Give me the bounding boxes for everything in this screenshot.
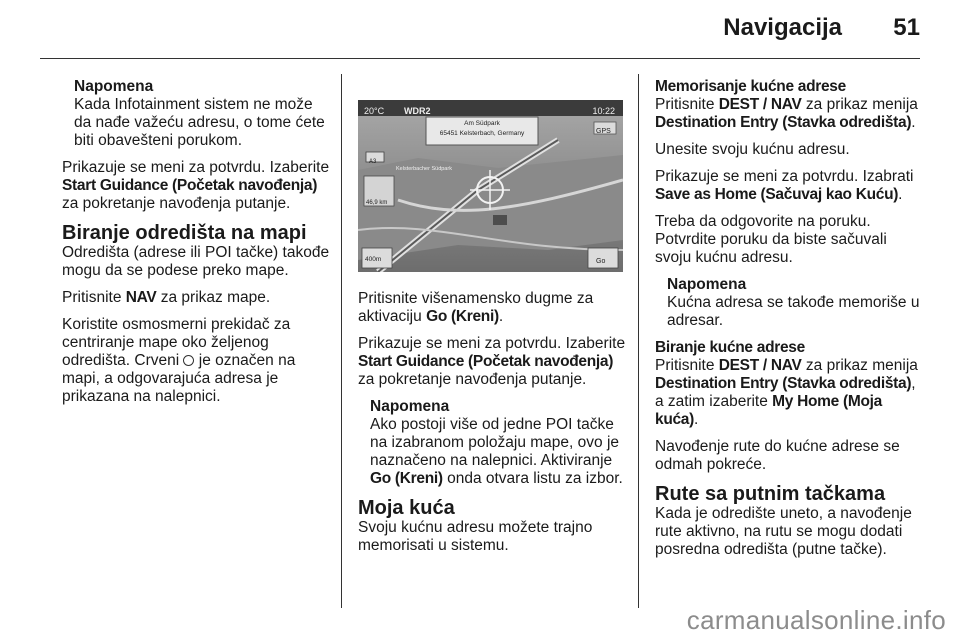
paragraph: Pritisnite DEST / NAV za prikaz menija Destination Entry (Stavka odredišta). [655,96,918,131]
map-distance: 46,9 km [366,200,388,206]
note-title: Napomena [667,276,747,293]
map-address-line1: Am Südpark [464,120,500,127]
paragraph: Prikazuje se meni za potvrdu. Izaberite Start Guidance (Početak navođenja) za pokretanje navođenja putanje. [62,159,330,212]
note-box [62,78,334,150]
paragraph: Svoju kućnu adresu možete trajno memorisati u sistemu. [358,519,593,554]
map-station-label: WDR2 [404,106,431,116]
subheading-save-home: Memorisanje kućne adrese [655,78,846,95]
note-text: Ako postoji više od jedne POI tačke na izabranom položaju mape, ovo je naznačeno na nalepnici. Aktiviranje Go (Kreni) onda otvara listu za izbor. [370,416,623,487]
column-2 [358,78,630,564]
paragraph: Prikazuje se meni za potvrdu. Izaberite Start Guidance (Početak navođenja) za pokretanje navođenja putanje. [358,335,626,388]
map-time: 10:22 [592,106,615,116]
map-road-sign: A3 [369,159,377,165]
paragraph: Treba da odgovorite na poruku. Potvrdite poruku da biste sačuvali svoju kućnu adresu. [655,213,887,266]
page-title: Navigacija [723,14,842,41]
map-scale: 400m [365,256,382,263]
crosshair-icon [183,355,194,366]
note-text: Kućna adresa se takođe memoriše u adresar. [667,294,920,329]
note-title: Napomena [74,78,154,95]
paragraph: Pritisnite DEST / NAV za prikaz menija Destination Entry (Stavka odredišta), a zatim izaberite My Home (Moja kuća). [655,357,918,428]
page-number: 51 [893,14,920,41]
paragraph: Koristite osmosmerni prekidač za centriranje mape oko željenog odredišta. Crveni je označen na mapi, a odgovarajuća adresa je prikazana na nalepnici. [62,316,296,405]
paragraph: Navođenje rute do kućne adrese se odmah pokreće. [655,438,900,473]
map-screenshot [358,100,623,272]
watermark: carmanualsonline.info [686,605,946,635]
paragraph: Pritisnite NAV za prikaz mape. [62,289,271,306]
paragraph: Pritisnite višenamensko dugme za aktivaciju Go (Kreni). [358,290,594,325]
section-heading-map: Biranje odredišta na mapi [62,222,307,244]
column-divider-1 [341,74,342,608]
header-rule [40,58,920,59]
column-3 [655,78,927,568]
section-heading-home: Moja kuća [358,497,455,519]
section-heading-route: Rute sa putnim tačkama [655,483,886,505]
map-place-name: Kelsterbacher Südpark [396,166,452,172]
note-box [358,398,630,488]
paragraph: Unesite svoju kućnu adresu. [655,141,850,158]
column-divider-2 [638,74,639,608]
paragraph: Odredišta (adrese ili POI tačke) takođe mogu da se podese preko mape. [62,244,330,279]
column-1 [62,78,334,415]
map-temperature: 20°C [364,106,385,116]
paragraph: Prikazuje se meni za potvrdu. Izabrati Save as Home (Sačuvaj kao Kuću). [655,168,914,203]
note-text: Kada Infotainment sistem ne može da nađe važeću adresu, o tome ćete biti obavešteni porukom. [74,96,325,149]
note-box [655,276,927,330]
map-address-line2: 65451 Kelsterbach, Germany [439,130,525,137]
paragraph: Kada je odredište uneto, a navođenje rute aktivno, na rutu se mogu dodati posredna odredišta (putne tačke). [655,505,912,558]
page-header [0,0,960,60]
note-title: Napomena [370,398,450,415]
map-go-button: Go [596,258,606,265]
subheading-select-home: Biranje kućne adrese [655,339,805,356]
gps-icon: GPS [596,128,611,135]
